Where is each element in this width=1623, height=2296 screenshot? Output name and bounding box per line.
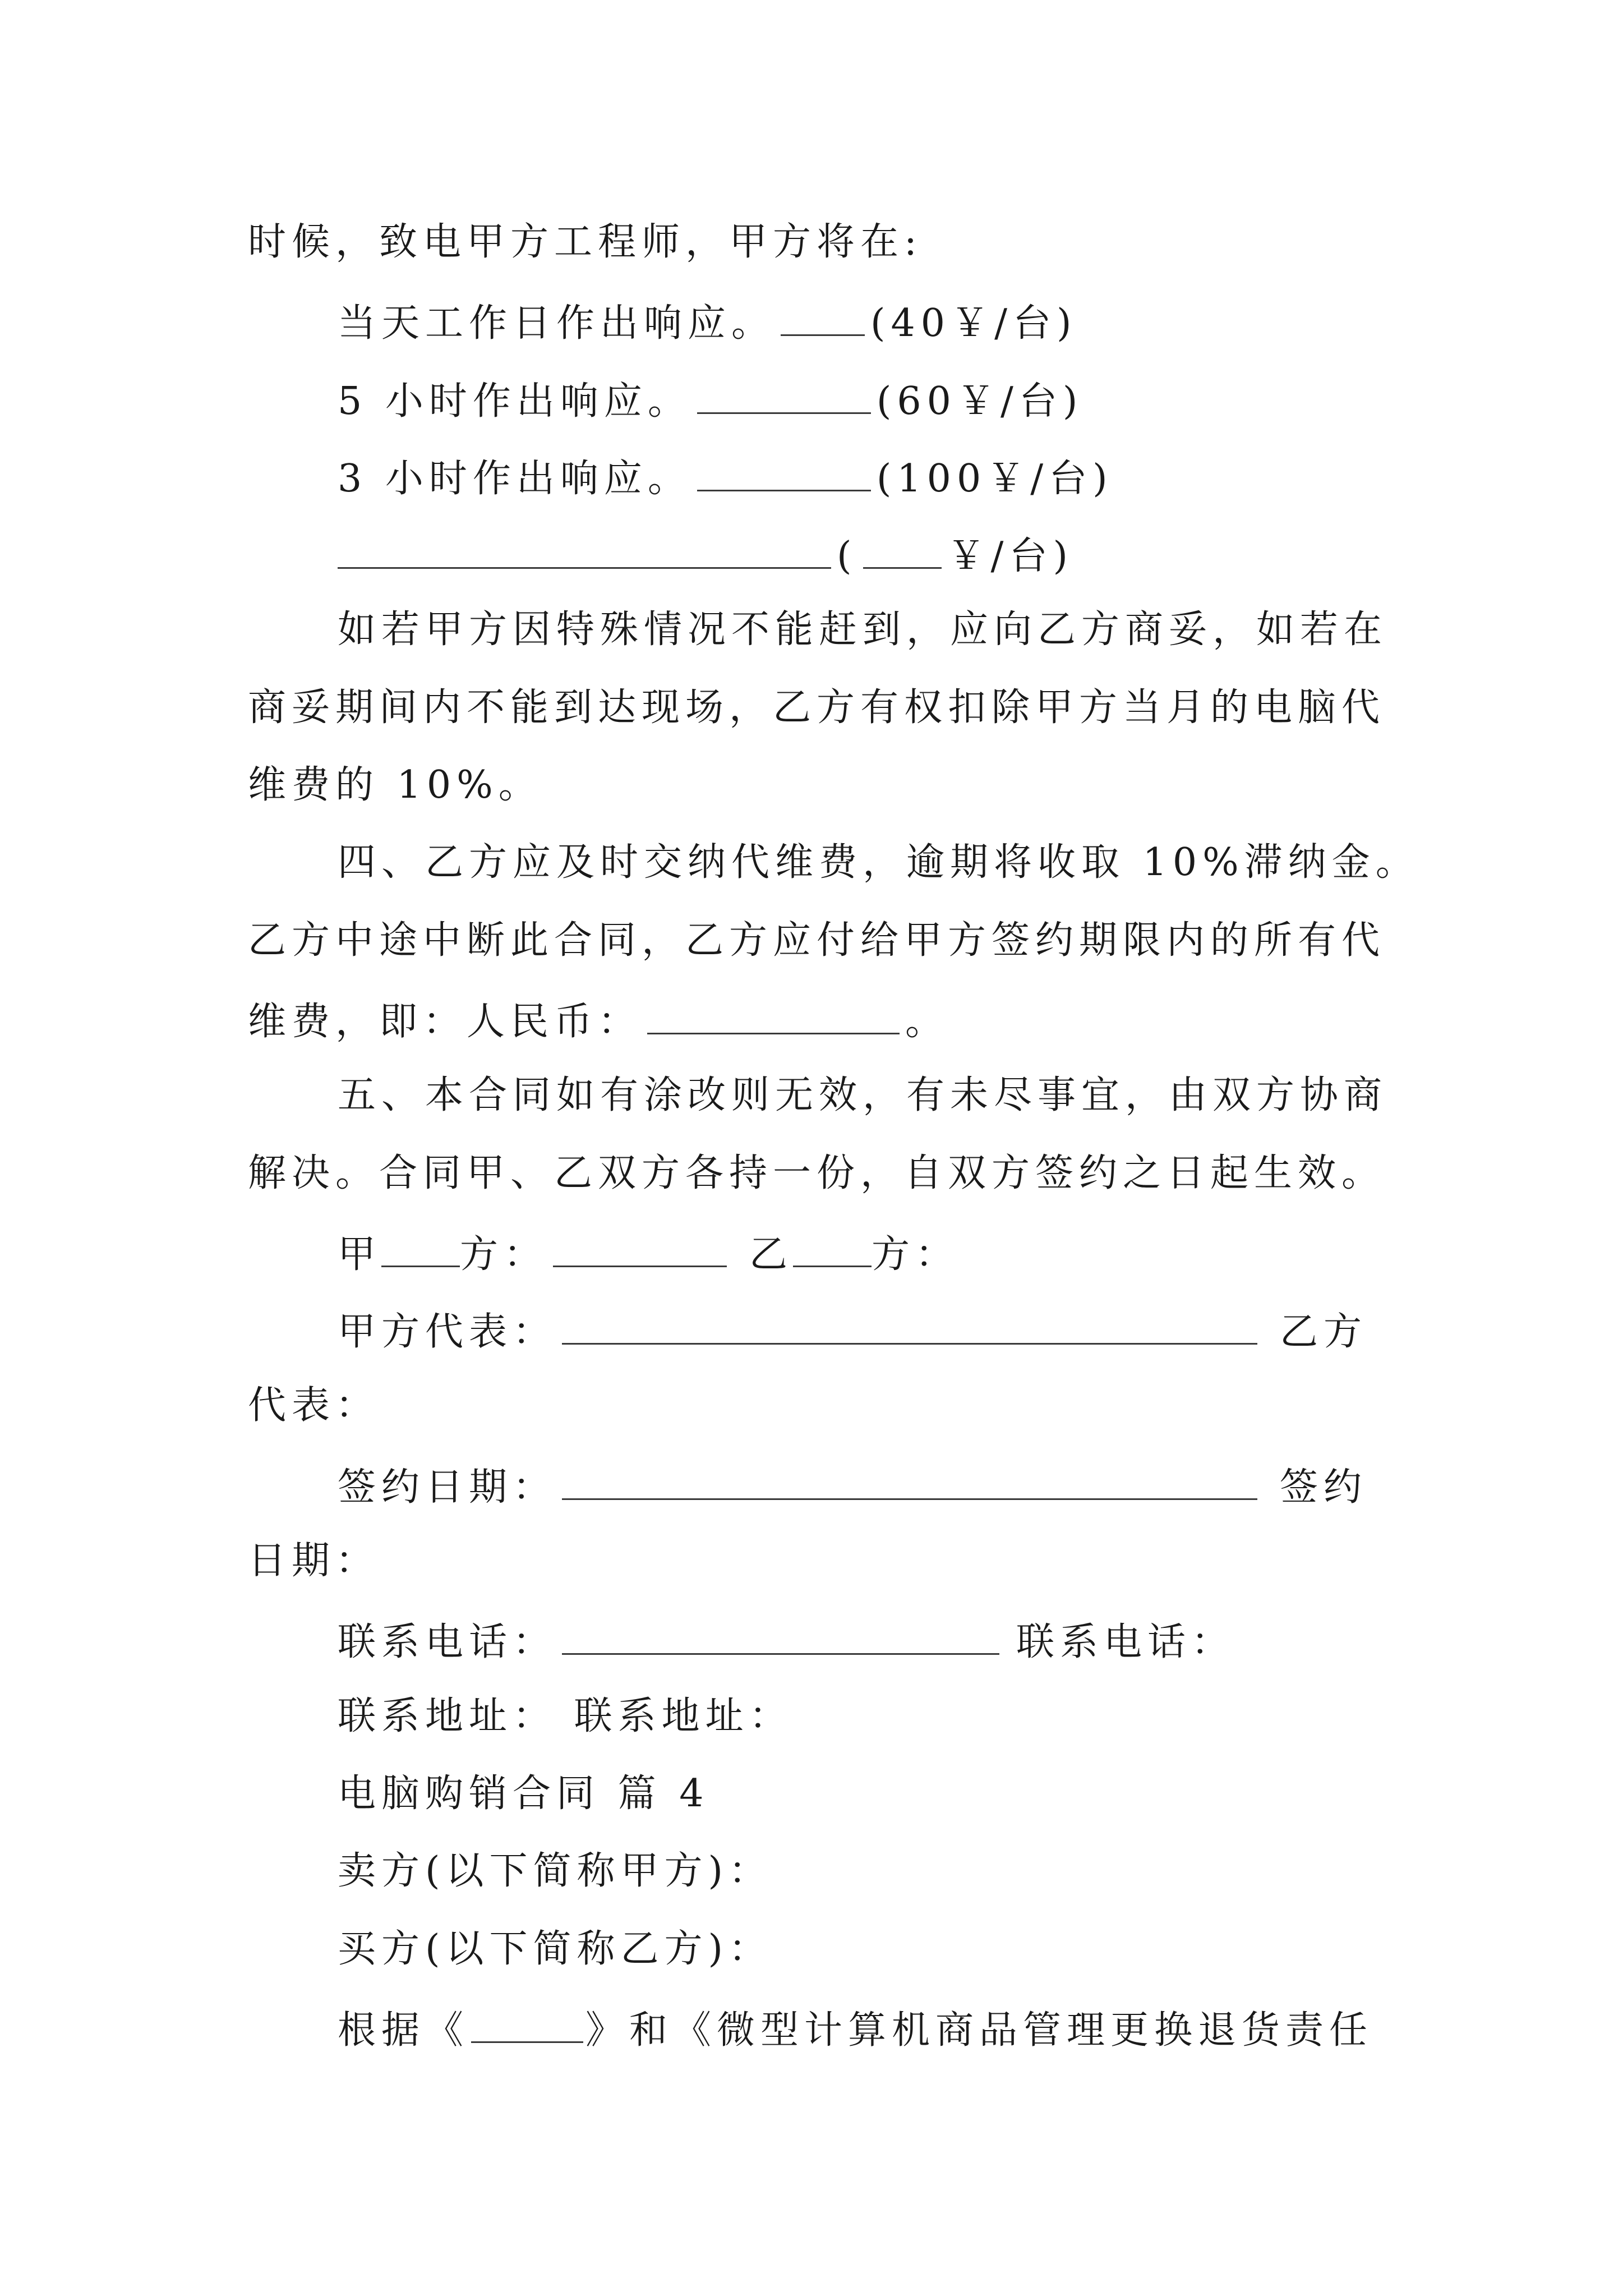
text-line (248, 220, 923, 264)
blank-underline (562, 1309, 1257, 1345)
blank-underline (697, 379, 871, 414)
text-line (338, 1465, 1368, 1510)
text-run: 联系地址： 联系地址： (338, 1694, 793, 1738)
text-run: 五、本合同如有涂改则无效，有未尽事宜，由双方协商 (338, 1073, 1388, 1117)
blank-underline (381, 1232, 460, 1267)
text-run: 甲方代表： (338, 1310, 557, 1354)
text-line (338, 456, 1113, 501)
blank-underline (697, 456, 871, 491)
text-run: (40￥/台) (870, 301, 1077, 346)
blank-underline (647, 999, 900, 1034)
text-run: (100￥/台) (876, 457, 1113, 501)
text-run: 商妥期间内不能到达现场，乙方有权扣除甲方当月的电脑代 (248, 685, 1386, 730)
text-line (338, 301, 1077, 346)
text-line (248, 918, 1386, 963)
text-line (248, 763, 542, 807)
text-run: 5 小时作出响应。 (338, 379, 691, 424)
text-run: 电脑购销合同 篇 4 (338, 1772, 709, 1816)
blank-underline (562, 1465, 1257, 1500)
text-line (338, 1232, 960, 1277)
blank-underline (793, 1232, 872, 1267)
text-line (338, 379, 1083, 424)
text-line (338, 1927, 773, 1971)
blank-underline (553, 1232, 727, 1267)
text-run: 3 小时作出响应。 (338, 457, 691, 501)
text-run: 乙 (749, 1232, 794, 1277)
blank-underline (338, 533, 831, 569)
text-line (338, 533, 1073, 576)
text-run: 签约 (1280, 1465, 1368, 1510)
text-line (338, 1073, 1388, 1117)
text-run: 乙方中途中断此合同，乙方应付给甲方签约期限内的所有代 (248, 918, 1386, 963)
text-run: 》和《微型计算机商品管理更换退货责任 (585, 2008, 1373, 2053)
text-run: ( (837, 534, 857, 578)
text-run: 当天工作日作出响应。 (338, 301, 776, 346)
text-line (338, 1619, 1235, 1662)
text-run: 时候，致电甲方工程师，甲方将在: (248, 220, 923, 264)
text-line (248, 1539, 380, 1583)
blank-underline (781, 301, 865, 336)
text-run: 甲 (338, 1232, 382, 1277)
text-run: 。 (905, 1000, 949, 1044)
text-line (248, 685, 1386, 730)
text-run: 联系电话： (1016, 1620, 1235, 1664)
text-line (338, 2008, 1373, 2053)
text-line (338, 1849, 773, 1893)
text-run: 联系电话： (338, 1620, 557, 1664)
text-line (248, 999, 949, 1044)
text-line (248, 1383, 380, 1428)
text-run: 维费的 10%。 (248, 763, 542, 807)
blank-underline (562, 1619, 999, 1655)
text-line (338, 840, 1419, 885)
text-run: 日期： (248, 1539, 380, 1583)
text-line (338, 1309, 1368, 1354)
text-run: ￥/台) (947, 534, 1073, 578)
blank-underline (863, 533, 942, 569)
text-run: 方： (872, 1232, 960, 1277)
text-run: 买方(以下简称乙方)： (338, 1927, 773, 1971)
text-line (338, 1694, 793, 1738)
text-run: 乙方 (1280, 1310, 1368, 1354)
text-run: 四、乙方应及时交纳代维费，逾期将收取 10%滞纳金。 (338, 840, 1419, 885)
text-line (248, 1151, 1386, 1195)
text-run: 根据《 (338, 2008, 469, 2053)
text-run: (60￥/台) (876, 379, 1083, 424)
text-run: 代表： (248, 1383, 380, 1428)
text-run: 维费，即：人民币： (248, 1000, 642, 1044)
text-line (338, 608, 1388, 652)
text-line (338, 1772, 709, 1816)
text-run: 卖方(以下简称甲方)： (338, 1849, 773, 1893)
blank-underline (471, 2008, 583, 2043)
text-run: 如若甲方因特殊情况不能赶到，应向乙方商妥，如若在 (338, 608, 1388, 652)
text-run: 方： (460, 1232, 548, 1277)
text-run: 签约日期： (338, 1465, 557, 1510)
text-run: 解决。合同甲、乙双方各持一份，自双方签约之日起生效。 (248, 1151, 1386, 1195)
